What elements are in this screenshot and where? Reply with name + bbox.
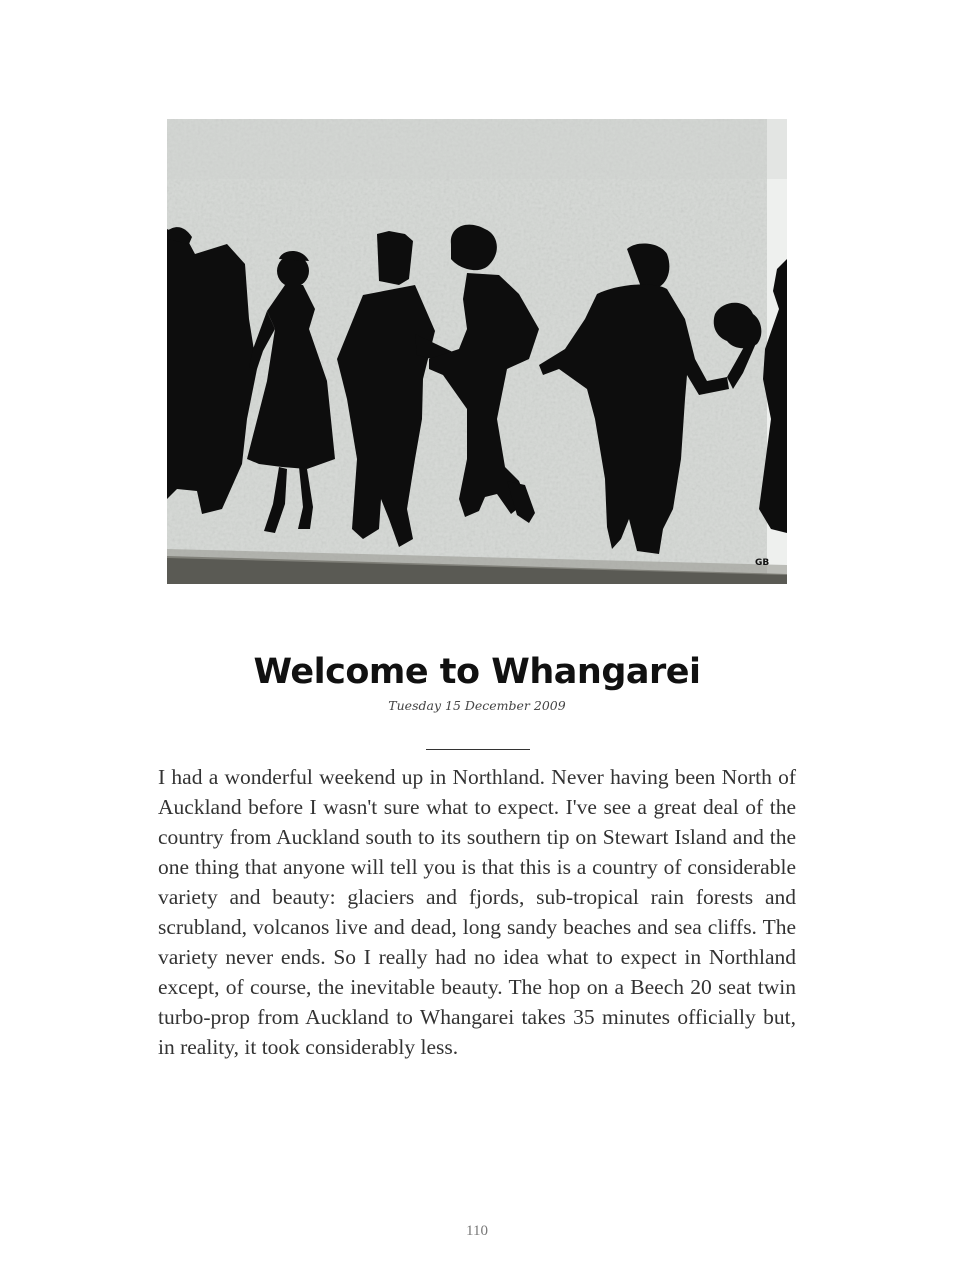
article-date: Tuesday 15 December 2009 (388, 698, 566, 713)
title-divider (426, 749, 530, 750)
article-body: I had a wonderful weekend up in Northland. Never having been North of Auckland before I wasn't sure what to expect. I've see a great deal of the country from Auckland south to its southern tip on Stewart Island and the one thing that anyone will tell you is that this is a country of considerable variety and beauty: glaciers and fjords, sub-tropical rain forests and scrubland, volcanos live and dead, long sandy beaches and sea cliffs. The variety never ends. So I really had no idea what to expect in Northland except, of course, the inevitable beauty. The hop on a Beech 20 seat twin turbo-prop from Auckland to Whangarei takes 35 minutes officially but, in reality, it took considerably less. (158, 765, 796, 1059)
dancers-silhouette-photo (167, 119, 787, 584)
page-number: 110 (466, 1223, 488, 1239)
photo-credit-mark: GB (755, 558, 770, 568)
article-title: Welcome to Whangarei (253, 652, 701, 692)
